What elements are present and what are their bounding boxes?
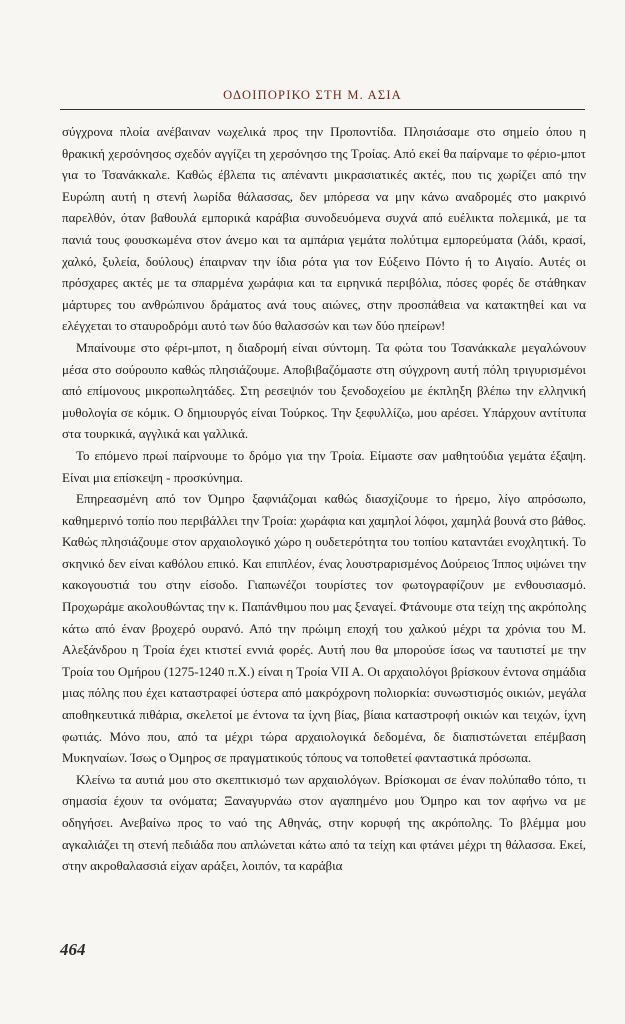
body-text [62, 121, 586, 877]
paragraph: Μπαίνουμε στο φέρι-μποτ, η διαδρομή είναι σύντομη. Τα φώτα του Τσανάκκαλε μεγαλώνουν μέσα στο σούρουπο καθώς πλησιάζουμε. Αποβιβαζόμαστε στη σύγχρονη αυτή πόλη τριγυρισμένοι από επίμονους μικροπωλητάδες. Στη ρεσεψιόν του ξενοδοχείου με έκπληξη βλέπω την ελληνική μυθολογία σε κόμικ. Ο δημιουργός είναι Τούρκος. Την ξεφυλλίζω, μου αρέσει. Υπάρχουν αντίτυπα στα τουρκικά, αγγλικά και γαλλικά. [62, 339, 586, 442]
running-header: ΟΔΟΙΠΟΡΙΚΟ ΣΤΗ Μ. ΑΣΙΑ [223, 88, 402, 102]
paragraph: σύγχρονα πλοία ανέβαιναν νωχελικά προς την Προποντίδα. Πλησιάσαμε στο σημείο όπου η θρακική χερσόνησος σχεδόν αγγίζει τη χερσόνησο της Τροίας. Από εκεί θα παίρναμε το φέριο-μποτ για το Τσανάκκαλε. Καθώς έβλεπα τις απέναντι μικρασιατικές ακτές, που τις χωρίζει από την Ευρώπη αυτή η στενή λωρίδα θάλασσας, δεν μπόρεσα να μην κάνω αναδρομές στο μακρινό παρελθόν, όταν βαθουλά εμπορικά καράβια συνοδευόμενα συχνά από ευέλικτα πολεμικά, με τα πανιά τους φουσκωμένα στον άνεμο και τα αμπάρια γεμάτα πολύτιμα εμπορεύματα (λάδι, κρασί, χαλκό, ξυλεία, δούλους) έπαιρναν την ίδια ρότα για τον Εύξεινο Πόντο ή το Αιγαίο. Αυτές οι πρόσχαρες ακτές με τα σπαρμένα χωράφια και τα ειρηνικά περιβόλια, πόσες φορές δε στάθηκαν μάρτυρες του ανθρώπινου δράματος ανά τους αιώνες, στην προσπάθεια να κατακτηθεί και να ελέγχεται το σταυροδρόμι αυτό των δύο θαλασσών και των δύο ηπείρων! [62, 124, 586, 334]
page-number: 464 [60, 940, 86, 959]
header-rule [60, 109, 585, 110]
paragraph: Το επόμενο πρωί παίρνουμε το δρόμο για την Τροία. Είμαστε σαν μαθητούδια γεμάτα έξαψη. Είναι μια επίσκεψη - προσκύνημα. [62, 447, 586, 485]
paragraph: Κλείνω τα αυτιά μου στο σκεπτικισμό των αρχαιολόγων. Βρίσκομαι σε έναν πολύπαθο τόπο, τι σημασία έχουν τα ονόματα; Ξαναγυρνάω στον αγαπημένο μου Όμηρο και τον αφήνω να με οδηγήσει. Ανεβαίνω προς το ναό της Αθηνάς, στην κορυφή της ακρόπολης. Το βλέμμα μου αγκαλιάζει τη στενή πεδιάδα που απλώνεται κάτω από τα τείχη και φτάνει μέχρι τη θάλασσα. Εκεί, στην ακροθαλασσιά είχαν αράξει, λοιπόν, τα καράβια [62, 771, 586, 874]
paragraph: Επηρεασμένη από τον Όμηρο ξαφνιάζομαι καθώς διασχίζουμε το ήρεμο, λίγο απρόσωπο, καθημερινό τοπίο που περιβάλλει την Τροία: χωράφια και χαμηλοί λόφοι, χαμηλά βουνά στο βάθος. Καθώς πλησιάζουμε στον αρχαιολογικό χώρο η ουδετερότητα του τοπίου καταντάει ενοχλητική. Το σκηνικό δεν είναι καθόλου επικό. Και επιπλέον, ένας λουστραρισμένος Δούρειος Ίππος υψώνει την κακογουστιά του στην είσοδο. Γιαπωνέζοι τουρίστες τον φωτογραφίζουν με ενθουσιασμό. Προχωράμε ακολουθώντας την κ. Παπάνθιμου που μας ξεναγεί. Φτάνουμε στα τείχη της ακρόπολης κάτω από έναν βροχερό ουρανό. Από την πρώιμη εποχή του χαλκού μέχρι τα χρόνια του Μ. Αλεξάνδρου η Τροία έχει κτιστεί εννιά φορές. Αυτή που θα μπορούσε ίσως να ταυτιστεί με την Τροία του Ομήρου (1275-1240 π.Χ.) είναι η Τροία VII A. Οι αρχαιολόγοι βρίσκουν έντονα σημάδια μιας πόλης που έχει καταστραφεί ύστερα από μακρόχρονη πολιορκία: συνωστισμός οικιών, μεγάλα αποθηκευτικά πιθάρια, σκελετοί με έντονα τα ίχνη βίας, βίαια καταστροφή οικιών και τειχών, ίχνη φωτιάς. Μόνο που, από τα μέχρι τώρα αρχαιολογικά δεδομένα, δε διαπιστώνεται επέμβαση Μυκηναίων. Ίσως ο Όμηρος σε πραγματικούς τόπους να τοποθετεί φανταστικά πρόσωπα. [62, 491, 586, 766]
